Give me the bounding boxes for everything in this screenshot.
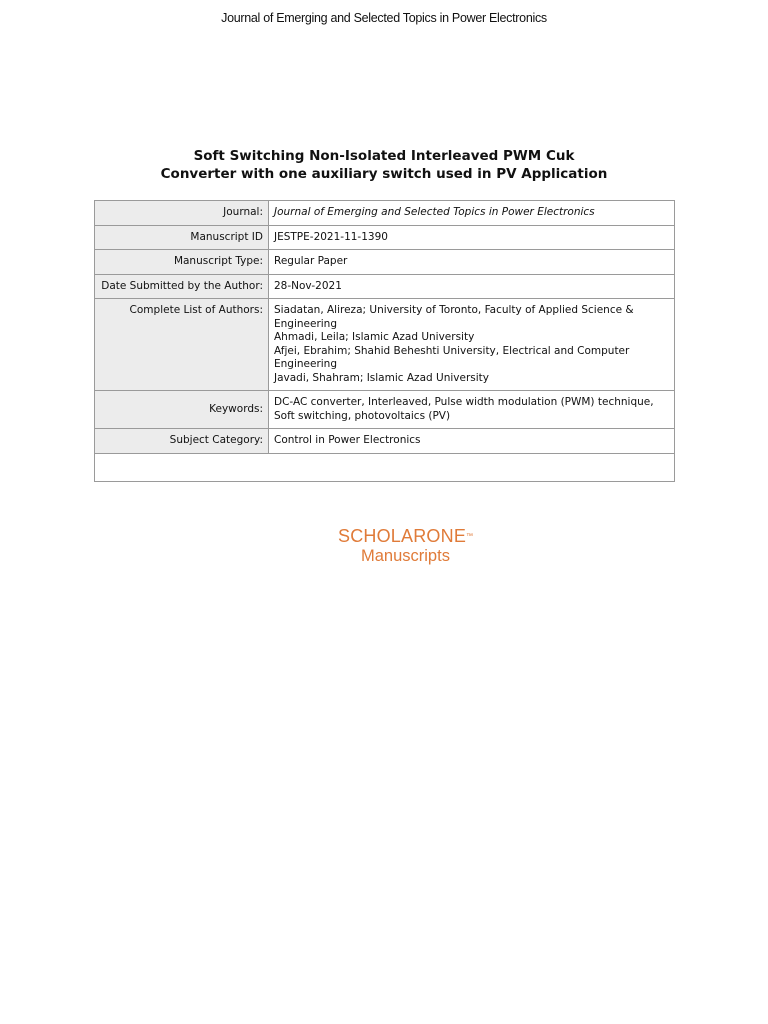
manuscript-metadata-table bbox=[94, 200, 675, 482]
manuscript-type-row bbox=[95, 250, 675, 275]
manuscript-id-label: Manuscript ID bbox=[95, 225, 269, 250]
keywords-label: Keywords: bbox=[95, 391, 269, 429]
empty-cell bbox=[95, 453, 675, 481]
journal-label: Journal: bbox=[95, 201, 269, 226]
manuscript-type-value: Regular Paper bbox=[269, 250, 675, 275]
manuscript-id-row bbox=[95, 225, 675, 250]
journal-value: Journal of Emerging and Selected Topics in Power Electronics bbox=[269, 201, 675, 226]
author-entry: Ahmadi, Leila; Islamic Azad University bbox=[274, 331, 475, 343]
author-entry: Afjei, Ebrahim; Shahid Beheshti University, Electrical and Computer Engineering bbox=[274, 344, 630, 370]
empty-row bbox=[95, 453, 675, 481]
authors-label: Complete List of Authors: bbox=[95, 299, 269, 391]
date-submitted-label: Date Submitted by the Author: bbox=[95, 274, 269, 299]
author-entry: Siadatan, Alireza; University of Toronto, Faculty of Applied Science & Engineering bbox=[274, 304, 634, 330]
date-submitted-value: 28-Nov-2021 bbox=[269, 274, 675, 299]
paper-title bbox=[0, 147, 768, 183]
scholarone-logo bbox=[338, 526, 473, 566]
manuscript-type-label: Manuscript Type: bbox=[95, 250, 269, 275]
running-header: Journal of Emerging and Selected Topics in Power Electronics bbox=[221, 11, 547, 25]
author-entry: Javadi, Shahram; Islamic Azad University bbox=[274, 371, 489, 384]
manuscript-id-value: JESTPE-2021-11-1390 bbox=[269, 225, 675, 250]
date-submitted-row bbox=[95, 274, 675, 299]
authors-row bbox=[95, 299, 675, 391]
subject-category-row bbox=[95, 429, 675, 454]
logo-word-one: ONE bbox=[426, 526, 467, 546]
subject-category-label: Subject Category: bbox=[95, 429, 269, 454]
scholarone-wordmark bbox=[338, 526, 473, 546]
keywords-value: DC-AC converter, Interleaved, Pulse width modulation (PWM) technique, Soft switching, photovoltaics (PV) bbox=[269, 391, 675, 429]
keywords-row bbox=[95, 391, 675, 429]
subject-category-value: Control in Power Electronics bbox=[269, 429, 675, 454]
paper-title-line-2: Converter with one auxiliary switch used in PV Application bbox=[160, 166, 608, 182]
authors-value bbox=[269, 299, 675, 391]
logo-word-scholar: SCHOLAR bbox=[338, 526, 427, 546]
logo-subline: Manuscripts bbox=[361, 547, 450, 565]
trademark-symbol: ™ bbox=[466, 533, 474, 540]
paper-title-line-1: Soft Switching Non-Isolated Interleaved PWM Cuk bbox=[193, 148, 575, 164]
journal-row bbox=[95, 201, 675, 226]
